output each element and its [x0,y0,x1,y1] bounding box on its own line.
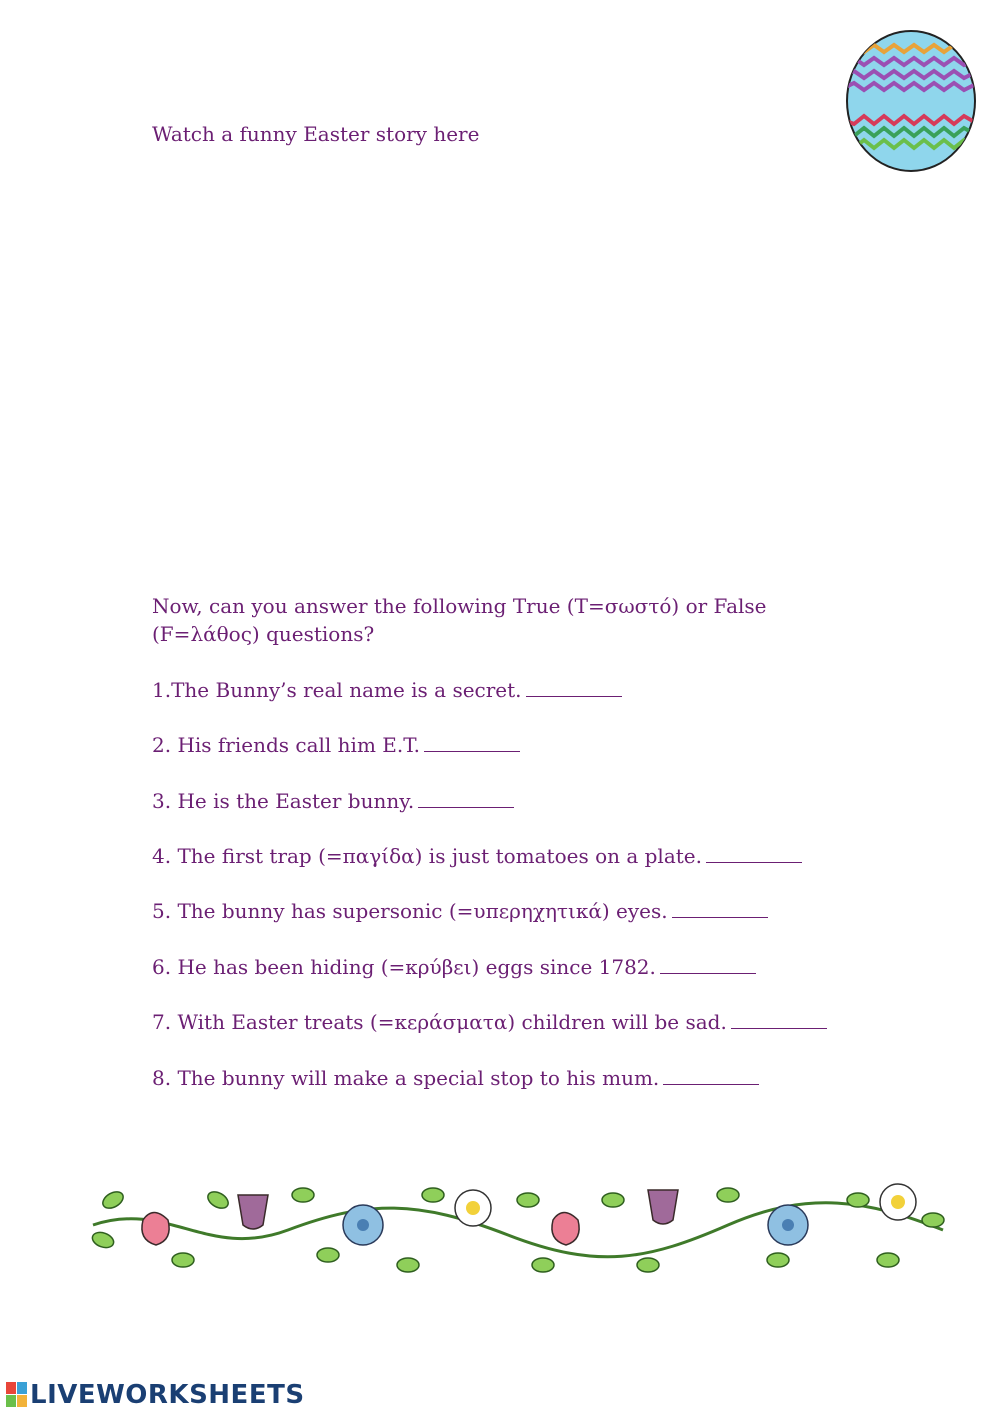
question-6: 6. He has been hiding (=κρύβει) eggs since 1782. [152,953,756,981]
answer-blank-6[interactable] [660,955,756,974]
instructions-line-2: (F=λάθος) questions? [152,622,375,646]
question-2: 2. His friends call him E.T. [152,731,520,759]
answer-blank-1[interactable] [526,678,622,697]
liveworksheets-logo-icon [6,1382,28,1408]
flower-garland [88,1180,948,1285]
answer-blank-3[interactable] [418,789,514,808]
brand-name: LIVEWORKSHEETS [30,1380,305,1410]
question-7: 7. With Easter treats (=κεράσματα) children will be sad. [152,1008,827,1036]
instructions [152,592,766,648]
answer-blank-2[interactable] [424,733,520,752]
question-4: 4. The first trap (=παγίδα) is just tomatoes on a plate. [152,842,802,870]
question-5: 5. The bunny has supersonic (=υπερηχητικά) eyes. [152,897,768,925]
footer-brand [6,1378,305,1412]
question-3: 3. He is the Easter bunny. [152,787,514,815]
question-1: 1.The Bunny’s real name is a secret. [152,676,622,704]
easter-egg-icon [844,28,978,174]
video-intro-text: Watch a funny Easter story here [152,122,480,146]
answer-blank-4[interactable] [706,844,802,863]
answer-blank-8[interactable] [663,1066,759,1085]
answer-blank-5[interactable] [672,899,768,918]
question-8: 8. The bunny will make a special stop to his mum. [152,1064,759,1092]
instructions-line-1: Now, can you answer the following True (T=σωστό) or False [152,594,767,618]
answer-blank-7[interactable] [731,1010,827,1029]
